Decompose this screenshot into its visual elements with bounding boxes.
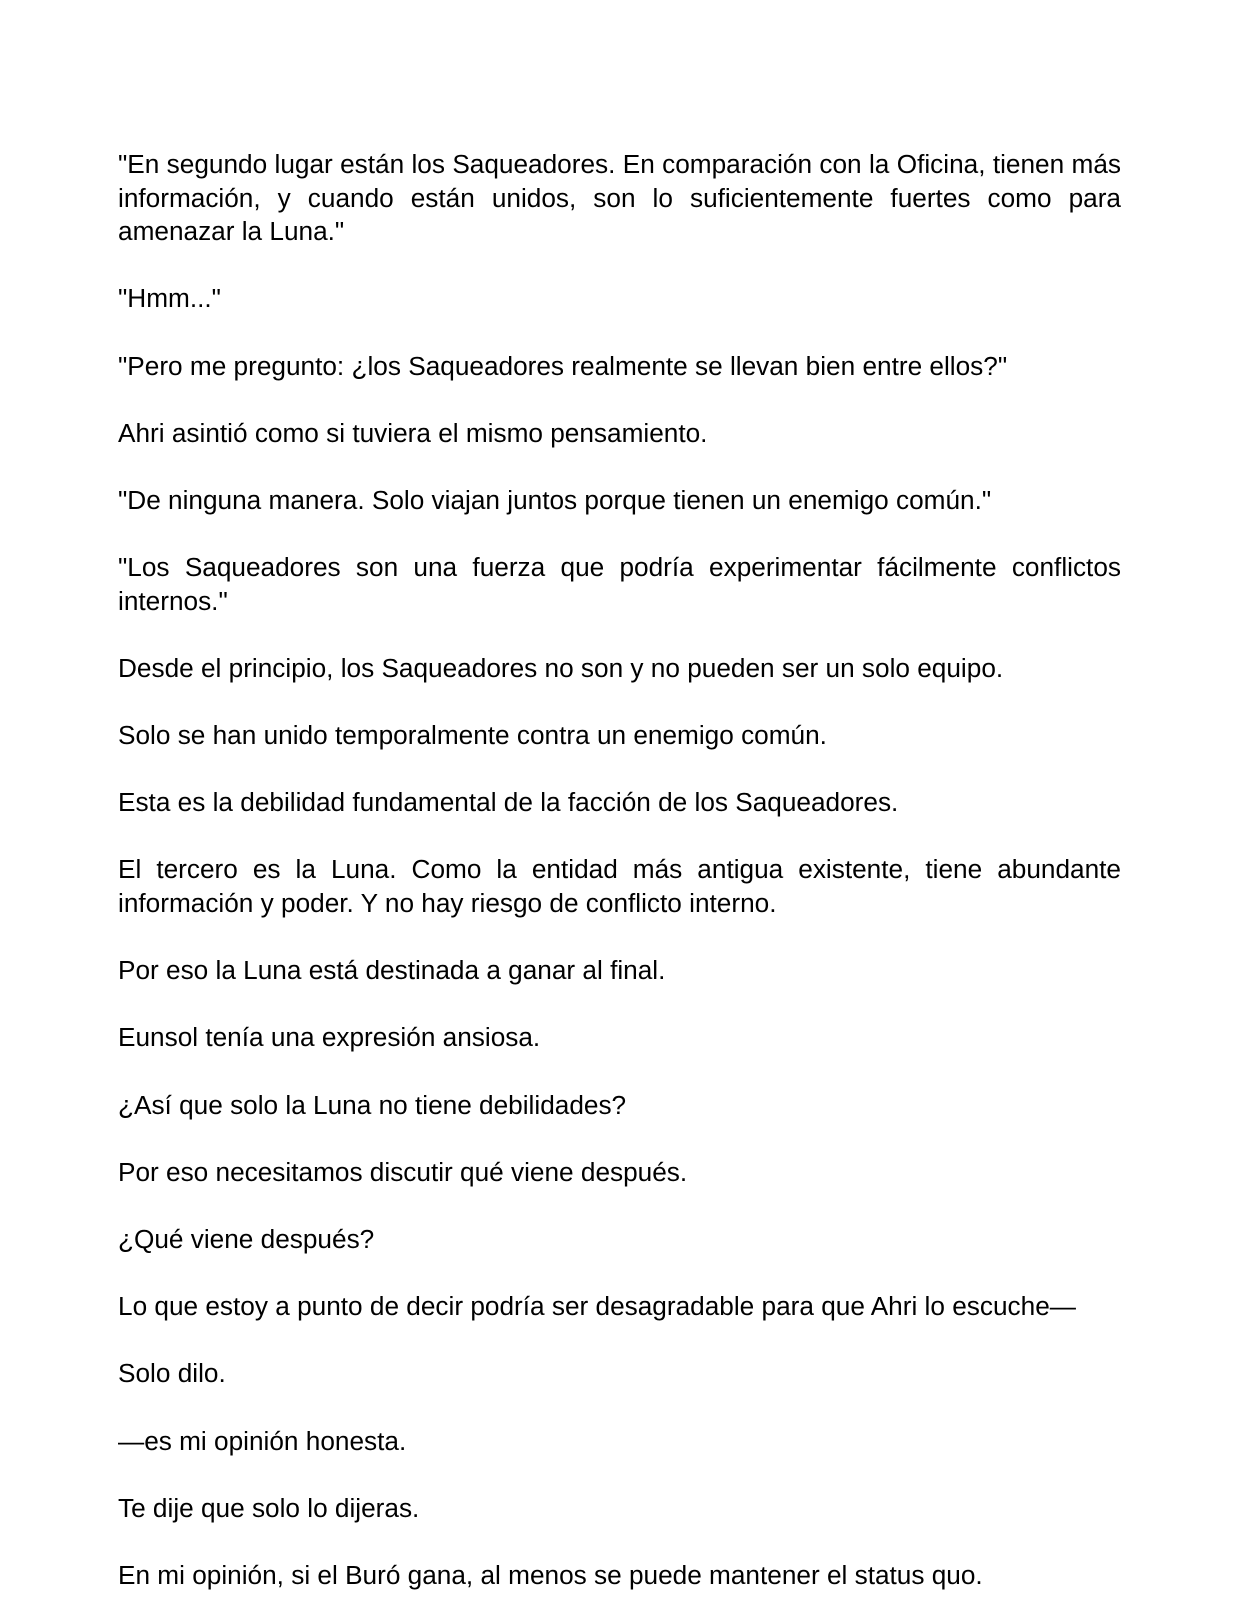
paragraph: "Pero me pregunto: ¿los Saqueadores realmente se llevan bien entre ellos?" (118, 350, 1008, 381)
paragraph: "Los Saqueadores son una fuerza que podría experimentar fácilmente conflictos internos." (118, 552, 1121, 616)
paragraph: Por eso la Luna está destinada a ganar al final. (118, 955, 666, 986)
paragraph: "Hmm..." (118, 283, 221, 314)
paragraph: Solo se han unido temporalmente contra un enemigo común. (118, 720, 827, 751)
paragraph: Por eso necesitamos discutir qué viene después. (118, 1156, 688, 1187)
paragraph: En mi opinión, si el Buró gana, al menos se puede mantener el status quo. (118, 1559, 983, 1590)
paragraph: Desde el principio, los Saqueadores no son y no pueden ser un solo equipo. (118, 652, 1004, 683)
paragraph: "De ninguna manera. Solo viajan juntos porque tienen un enemigo común." (118, 484, 992, 515)
paragraph: —es mi opinión honesta. (118, 1425, 407, 1456)
paragraph: ¿Así que solo la Luna no tiene debilidades? (118, 1089, 627, 1120)
paragraph: Te dije que solo lo dijeras. (118, 1492, 420, 1523)
paragraph: El tercero es la Luna. Como la entidad más antigua existente, tiene abundante información y poder. Y no hay riesgo de conflicto interno. (118, 854, 1121, 919)
paragraph: Solo dilo. (118, 1358, 226, 1389)
paragraph: Lo que estoy a punto de decir podría ser desagradable para que Ahri lo escuche— (118, 1291, 1076, 1322)
paragraph: ¿Qué viene después? (118, 1224, 375, 1254)
paragraph: Esta es la debilidad fundamental de la facción de los Saqueadores. (118, 787, 899, 818)
document-body (118, 148, 1121, 1620)
paragraph: Eunsol tenía una expresión ansiosa. (118, 1022, 541, 1053)
paragraph: Ahri asintió como si tuviera el mismo pensamiento. (118, 417, 708, 448)
paragraph: "En segundo lugar están los Saqueadores. En comparación con la Oficina, tienen más información, y cuando están unidos, son lo suficientemente fuertes como para amenazar la Luna." (118, 149, 1121, 247)
